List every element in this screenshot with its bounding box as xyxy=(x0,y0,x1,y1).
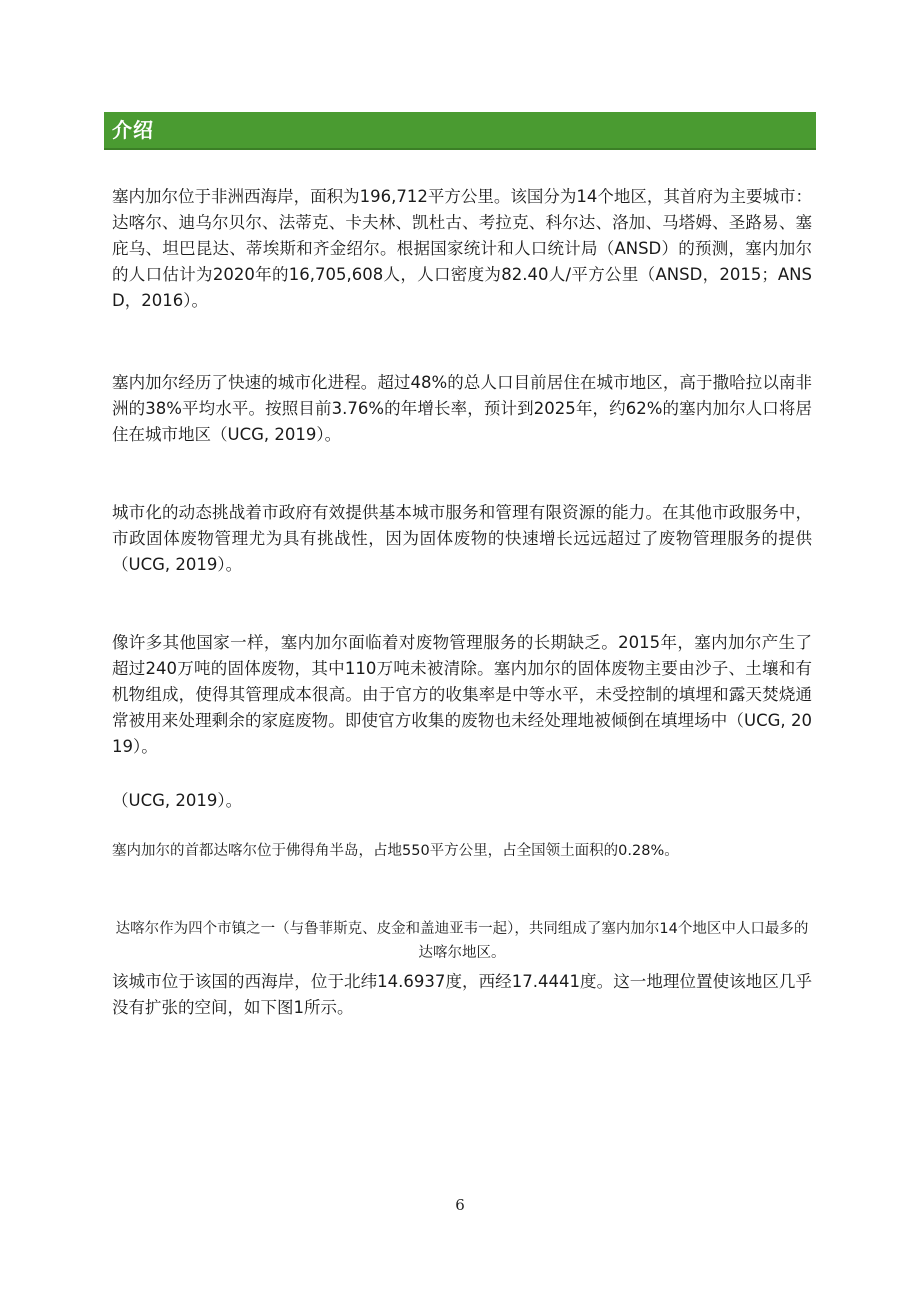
page-number: 6 xyxy=(455,1196,465,1214)
section-header-bar xyxy=(104,112,816,150)
paragraph-location: 该城市位于该国的西海岸，位于北纬14.6937度，西经17.4441度。这一地理位置使该地区几乎没有扩张的空间，如下图1所示。 xyxy=(112,972,812,1017)
section-title: 介绍 xyxy=(112,118,154,142)
paragraph-urbanization: 塞内加尔经历了快速的城市化进程。超过48%的总人口目前居住在城市地区，高于撒哈拉以南非洲的38%平均水平。按照目前3.76%的年增长率，预计到2025年，约62%的塞内加尔人口将居住在城市地区（UCG, 2019）。 xyxy=(112,373,812,444)
paragraph-senegal-overview: 塞内加尔位于非洲西海岸，面积为196,712平方公里。该国分为14个地区，其首府为主要城市：达喀尔、迪乌尔贝尔、法蒂克、卡夫林、凯杜古、考拉克、科尔达、洛加、马塔姆、圣路易、塞庇乌、坦巴昆达、蒂埃斯和齐金绍尔。根据国家统计和人口统计局（ANSD）的预测，塞内加尔的人口估计为2020年的16,705,608人，人口密度为82.40人/平方公里（ANSD，2015；ANSD，2016）。 xyxy=(112,187,812,310)
paragraph-dakar-capital: 塞内加尔的首都达喀尔位于佛得角半岛，占地550平方公里，占全国领土面积的0.28%。 xyxy=(112,843,679,859)
paragraph-waste-management: 像许多其他国家一样，塞内加尔面临着对废物管理服务的长期缺乏。2015年，塞内加尔产生了超过240万吨的固体废物，其中110万吨未被清除。塞内加尔的固体废物主要由沙子、土壤和有机物组成，使得其管理成本很高。由于官方的收集率是中等水平，未受控制的填埋和露天焚烧通常被用来处理剩余的家庭废物。即使官方收集的废物也未经处理地被倾倒在填埋场中（UCG, 2019）。 xyxy=(112,633,812,756)
paragraph-municipal-challenges: 城市化的动态挑战着市政府有效提供基本城市服务和管理有限资源的能力。在其他市政服务中，市政固体废物管理尤为具有挑战性，因为固体废物的快速增长远远超过了废物管理服务的提供（UCG, 2019）。 xyxy=(112,503,812,574)
paragraph-dakar-region: 达喀尔作为四个市镇之一（与鲁菲斯克、皮金和盖迪亚韦一起），共同组成了塞内加尔14个地区中人口最多的达喀尔地区。 xyxy=(115,921,809,961)
paragraph-citation: （UCG, 2019）。 xyxy=(112,791,243,810)
